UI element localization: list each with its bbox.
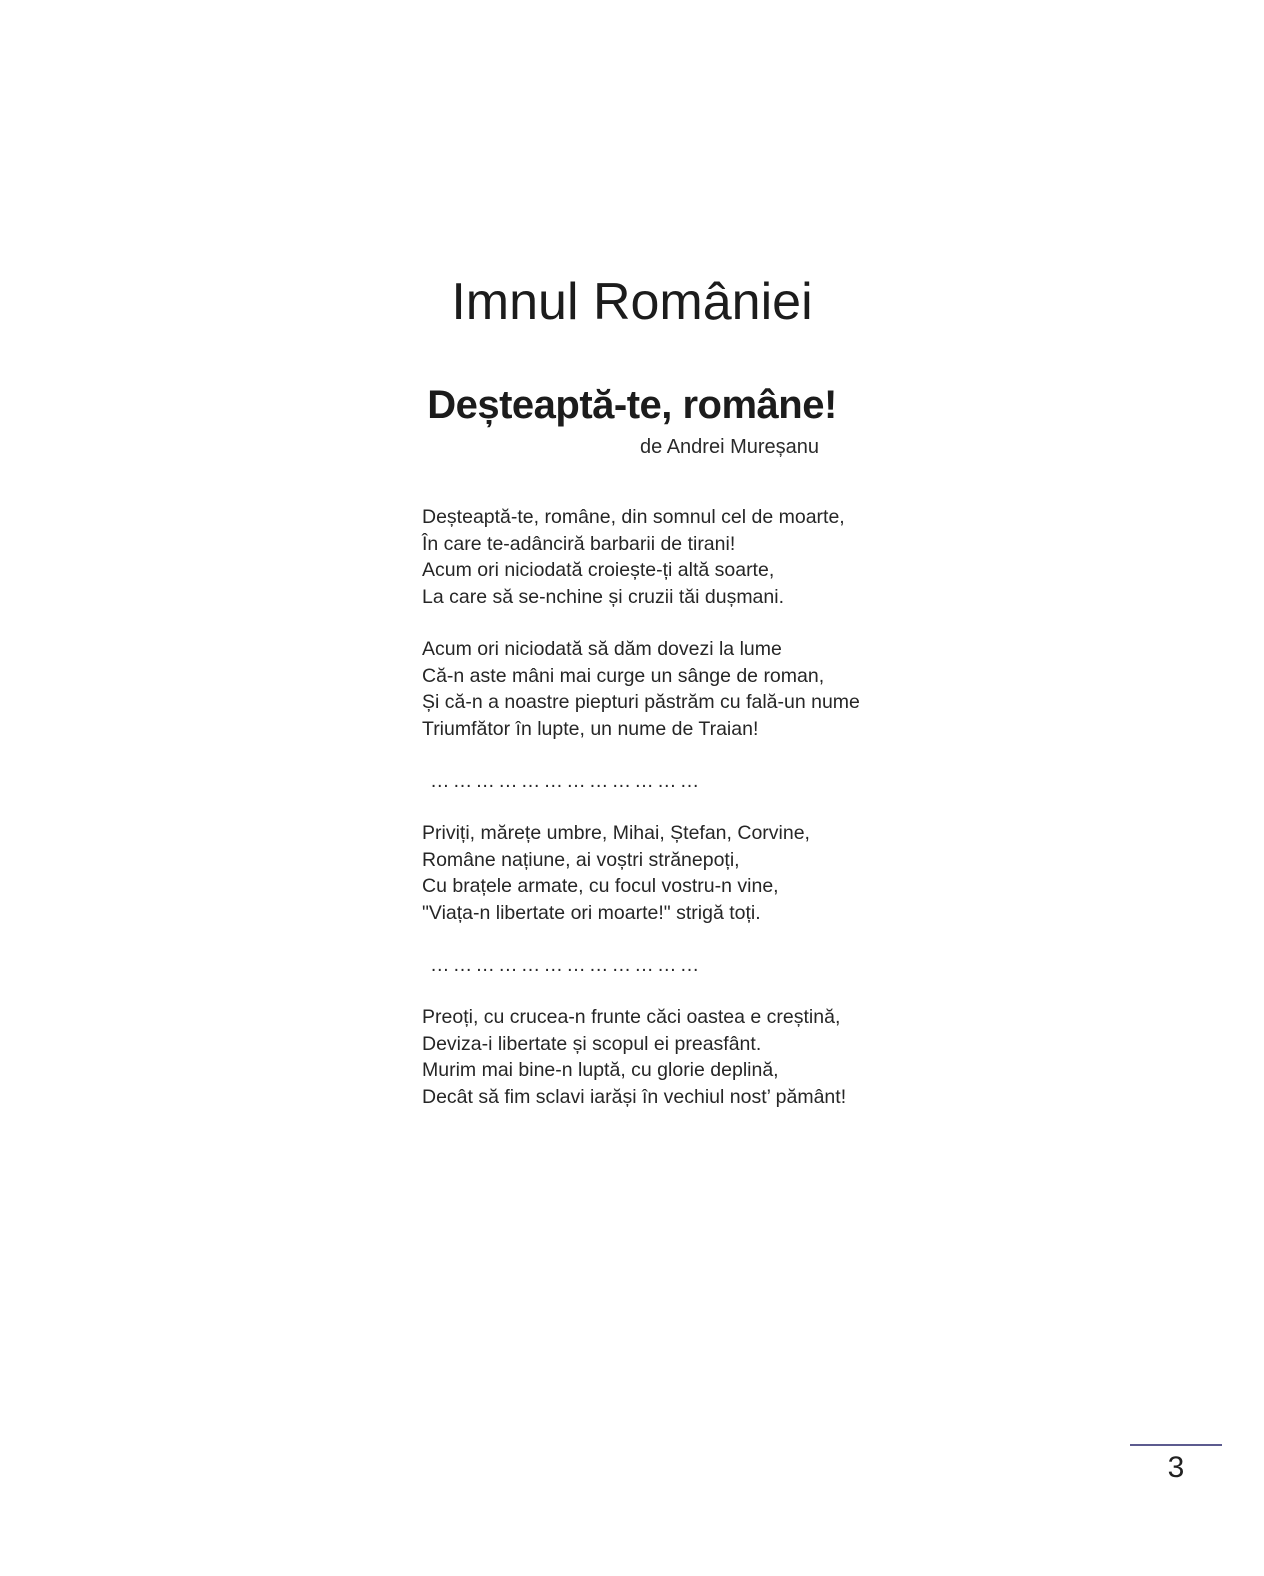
stanza-3 (422, 820, 902, 926)
poem-line: Și că-n a noastre piepturi păstrăm cu fală-un nume (422, 691, 860, 713)
poem-line: Acum ori niciodată croiește-ți altă soarte, (422, 559, 775, 581)
poem-line: Deșteaptă-te, române, din somnul cel de moarte, (422, 506, 845, 528)
stanza-2 (422, 636, 902, 742)
poem-line: Decât să fim sclavi iarăși în vechiul nost’ pământ! (422, 1085, 847, 1108)
poem-line: Că-n aste mâni mai curge un sânge de roman, (422, 664, 825, 687)
poem-author: de Andrei Mureșanu (640, 436, 820, 458)
poem-body (422, 504, 902, 1136)
poem-line: În care te-adânciră barbarii de tirani! (422, 532, 736, 555)
page-number: 3 (1167, 1451, 1185, 1484)
stanza-1 (422, 504, 902, 610)
poem-line: Române națiune, ai voștri strănepoți, (422, 848, 740, 871)
stanza-4 (422, 1004, 902, 1110)
poem-line: Deviza-i libertate și scopul ei preasfânt. (422, 1032, 762, 1055)
poem-title: Deșteaptă-te, române! (427, 383, 837, 427)
poem-line: Murim mai bine-n luptă, cu glorie deplină, (422, 1059, 779, 1081)
stanza-separator: ……………………………… (430, 954, 703, 976)
poem-line: "Viața-n libertate ori moarte!" strigă toți. (422, 901, 761, 924)
poem-line: Cu brațele armate, cu focul vostru-n vine, (422, 875, 779, 897)
page-number-rule (1130, 1444, 1222, 1446)
poem-line: Triumfător în lupte, un nume de Traian! (422, 717, 759, 740)
page-title: Imnul României (451, 273, 813, 331)
stanza-separator: ……………………………… (430, 770, 703, 792)
poem-line: Priviți, mărețe umbre, Mihai, Ștefan, Corvine, (422, 822, 810, 844)
poem-line: La care să se-nchine și cruzii tăi dușmani. (422, 585, 784, 608)
poem-line: Acum ori niciodată să dăm dovezi la lume (422, 638, 782, 660)
poem-line: Preoți, cu crucea-n frunte căci oastea e creștină, (422, 1006, 841, 1028)
